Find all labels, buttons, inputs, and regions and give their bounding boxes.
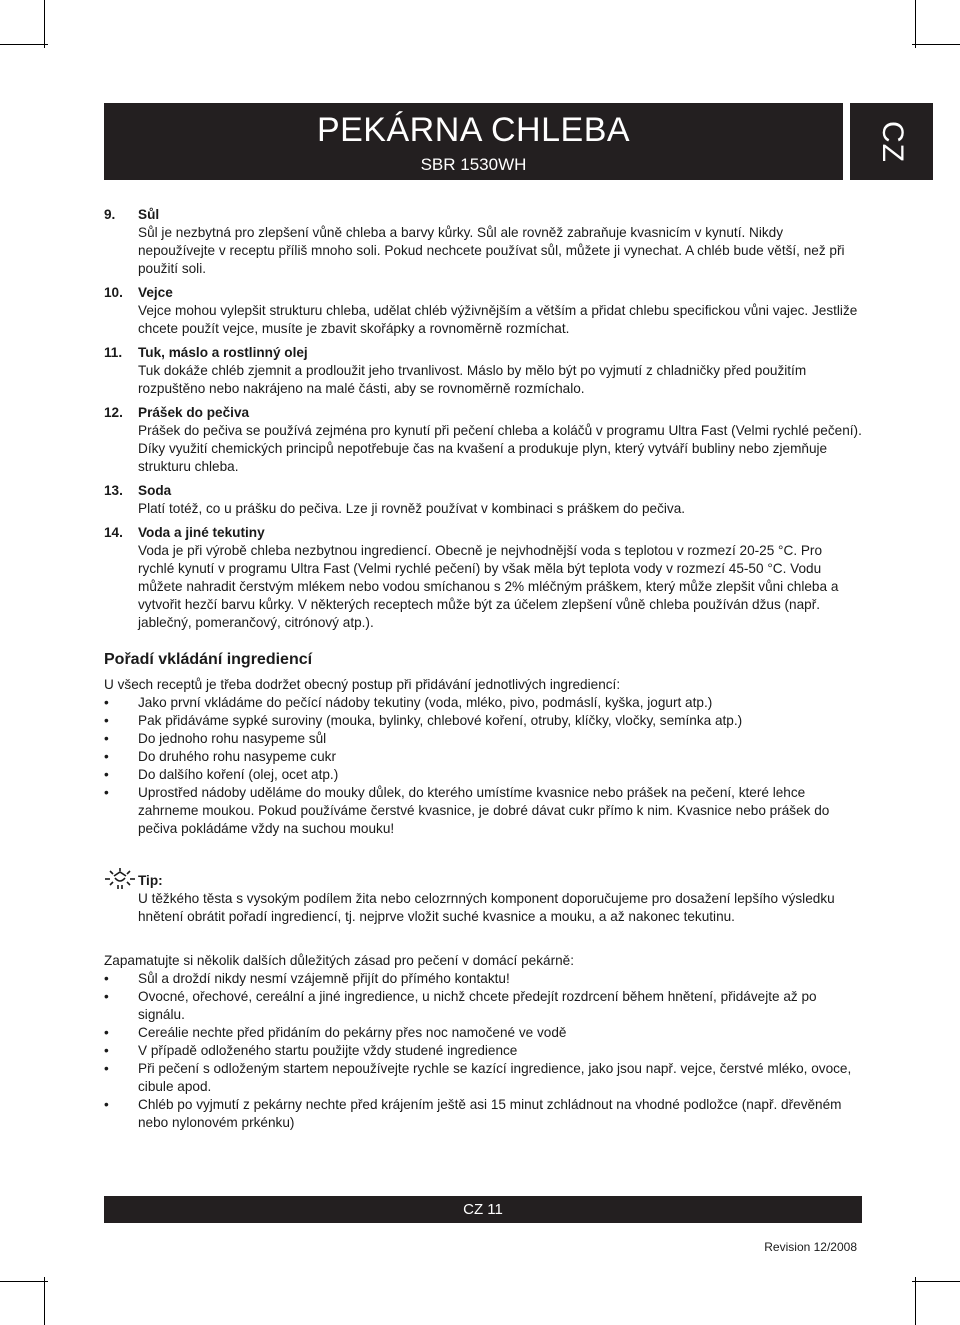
item-number: 12. [104,405,123,420]
bullet-glyph: • [104,1025,109,1040]
bullet-glyph: • [104,749,109,764]
item-title: Voda a jiné tekutiny [138,525,265,540]
item-heading [104,524,862,542]
item-title: Tuk, máslo a rostlinný olej [138,345,308,360]
list-item [104,766,862,784]
section-intro: U všech receptů je třeba dodržet obecný postup při přidávání jednotlivých ingrediencí: [104,677,621,692]
bullet-glyph: • [104,1097,109,1112]
item-title: Soda [138,483,172,498]
item-number: 14. [104,525,123,540]
item-number: 9. [104,207,116,222]
list-item [104,748,862,766]
list-item [104,1042,862,1060]
crop-mark [44,0,45,48]
item-heading [104,404,862,422]
item-heading [104,482,862,500]
page-title: PEKÁRNA CHLEBA [316,111,631,149]
list-item-text: Sůl a droždí nikdy nesmí vzájemně přijít do přímého kontaktu! [138,971,510,986]
item-heading [104,344,862,362]
lightbulb-icon [104,868,138,890]
list-item-text: Uprostřed nádoby uděláme do mouky důlek, do kterého umístíme kvasnice nebo prášek na pečení, které lehce zahrneme moukou. Pokud používáme čerstvé kvasnice, je dobré dávat cukr přímo k nim. Kvasnice nebo prášek do pečiva pokládáme vždy na suchou mouku! [138,785,830,836]
crop-mark [912,44,960,45]
list-item [104,784,862,838]
tips-intro: Zapamatujte si několik dalších důležitých zásad pro pečení v domácí pekárně: [104,953,574,968]
list-item-text: Ovocné, ořechové, cereální a jiné ingredience, u nichž chcete předejít rozdrcení během hnětení, přidávejte až po signálu. [138,989,817,1022]
list-item-text: V případě odloženého startu použijte vždy studené ingredience [138,1043,518,1058]
section-title: Pořadí vkládání ingrediencí [104,651,313,668]
header-bar [104,103,843,180]
crop-mark [44,1277,45,1325]
crop-mark [915,1277,916,1325]
footer-bar [104,1196,862,1223]
baking-tips-list [104,970,862,1132]
item-number: 13. [104,483,123,498]
item-text: Prášek do pečiva se používá zejména pro kynutí při pečení chleba a koláčů v programu Ultra Fast (Velmi rychlé pečení). Díky využití chemických principů nepotřebuje čas na kvašení a produkuje plyn, který vytváří bubliny nebo zjemňuje strukturu chleba. [138,423,862,474]
item-text: Platí totéž, co u prášku do pečiva. Lze ji rovněž používat v kombinaci s práškem do pečiva. [138,501,686,516]
bullet-glyph: • [104,989,109,1004]
numbered-item [104,482,862,518]
list-item-text: Do druhého rohu nasypeme cukr [138,749,336,764]
list-item [104,970,862,988]
numbered-item [104,344,862,398]
bullet-glyph: • [104,767,109,782]
list-item [104,730,862,748]
revision-label: Revision 12/2008 [764,1240,857,1254]
language-tab [850,103,933,180]
numbered-items [104,206,862,632]
list-item [104,1024,862,1042]
list-item [104,1096,862,1132]
model-number: SBR 1530WH [420,155,527,174]
list-item [104,712,862,730]
crop-mark [0,1281,48,1282]
list-item [104,988,862,1024]
bullet-glyph: • [104,1043,109,1058]
list-item-text: Do jednoho rohu nasypeme sůl [138,731,327,746]
crop-mark [912,1281,960,1282]
bullet-glyph: • [104,713,109,728]
item-number: 10. [104,285,123,300]
list-item [104,694,862,712]
numbered-item [104,206,862,278]
main-content [104,206,862,1132]
tip-label: Tip: [138,873,163,888]
bullet-glyph: • [104,785,109,800]
numbered-item [104,284,862,338]
list-item-text: Při pečení s odloženým startem nepoužívejte rychle se kazící ingredience, jako jsou např. vejce, čerstvé mléko, ovoce, cibule apod. [138,1061,852,1094]
page-number: CZ 11 [463,1201,503,1218]
crop-mark [0,44,48,45]
bullet-glyph: • [104,731,109,746]
tip-block [104,868,862,926]
tip-text: U těžkého těsta s vysokým podílem žita nebo celozrnných komponent doporučujeme pro dosažení lepšího výsledku hnětení obrátit pořadí ingrediencí, tj. nejprve vložit suché kvasnice a mouku, a až nakonec tekutinu. [138,891,835,924]
bullet-glyph: • [104,1061,109,1076]
item-number: 11. [104,345,123,360]
item-heading [104,206,862,224]
list-item-text: Pak přidáváme sypké suroviny (mouka, bylinky, chlebové koření, otruby, klíčky, vločky, semínka atp.) [138,713,743,728]
item-text: Vejce mohou vylepšit strukturu chleba, udělat chléb výživnějším a větším a přidat chlebu specifickou vůni vajec. Jestliže chcete použít vejce, musíte je zbavit skořápky a rovnoměrně rozmíchat. [138,303,858,336]
list-item-text: Chléb po vyjmutí z pekárny nechte před krájením ještě asi 15 minut zchládnout na vhodné podložce (např. dřevěném nebo nylonovém prkénku) [138,1097,842,1130]
list-item-text: Do dalšího koření (olej, ocet atp.) [138,767,339,782]
numbered-item [104,404,862,476]
item-heading [104,284,862,302]
crop-mark [915,0,916,48]
list-item-text: Jako první vkládáme do pečící nádoby tekutiny (voda, mléko, pivo, podmáslí, kyška, jogurt atp.) [138,695,713,710]
numbered-item [104,524,862,632]
ingredient-order-list [104,694,862,838]
item-title: Prášek do pečiva [138,405,250,420]
bullet-glyph: • [104,695,109,710]
list-item-text: Cereálie nechte před přidáním do pekárny přes noc namočené ve vodě [138,1025,567,1040]
item-text: Sůl je nezbytná pro zlepšení vůně chleba a barvy kůrky. Sůl ale rovněž zabraňuje kvasnicím v kynutí. Nikdy nepoužívejte v receptu příliš mnoho soli. Pokud nechcete používat sůl, můžete ji vynechat. A chléb bude větší, než při použití soli. [138,225,845,276]
item-text: Tuk dokáže chléb zjemnit a prodloužit jeho trvanlivost. Máslo by mělo být po vyjmutí z chladničky před použitím rozpuštěno nebo nakrájeno na malé části, aby se rovnoměrně rozmíchalo. [138,363,807,396]
item-title: Sůl [138,207,160,222]
item-text: Voda je při výrobě chleba nezbytnou ingrediencí. Obecně je nejvhodnější voda s teplotou v rozmezí 20-25 °C. Pro rychlé kynutí v programu Ultra Fast (Velmi rychlé pečení) by však měla být teplota vody v rozmezí 45-50 °C. Vodu můžete nahradit čerstvým mlékem nebo vodou smíchanou s 2% mléčným práškem, který může zlepšit vůni chleba a vytvořit hezčí barvu kůrky. V některých receptech může být za účelem zlepšení vůně chleba používán džus (např. jablečný, pomerančový, citrónový atp.). [138,543,839,630]
language-tab-label: CZ [875,120,909,163]
item-title: Vejce [138,285,173,300]
bullet-glyph: • [104,971,109,986]
list-item [104,1060,862,1096]
